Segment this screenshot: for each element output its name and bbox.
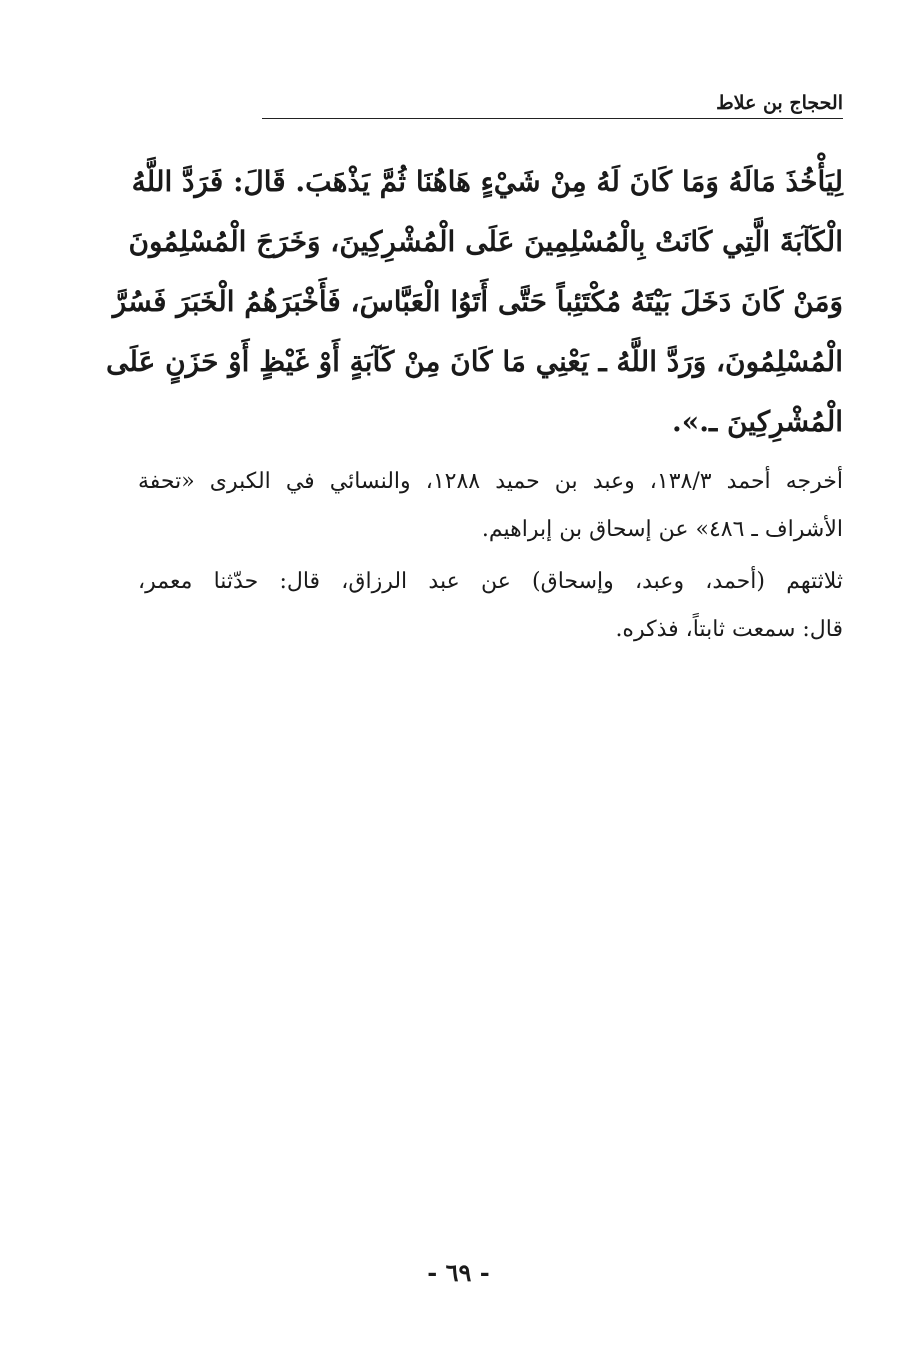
running-title: الحجاج بن علاط (716, 92, 843, 114)
footnote-line: قال: سمعت ثابتاً، فذكره. (615, 617, 843, 642)
page-number: - ٦٩ - (427, 1258, 490, 1287)
footnote-line: ثلاثتهم (أحمد، وعبد، وإسحاق) عن عبد الرزاق، قال: حدّثنا معمر، (138, 569, 843, 594)
main-text (106, 152, 843, 452)
main-text-line: وَمَنْ كَانَ دَخَلَ بَيْتَهُ مُكْتَئِباً حَتَّى أَتَوُا الْعَبَّاسَ، فَأَخْبَرَهُمُ الْخَبَرَ فَسُرَّ (112, 285, 843, 318)
footnote-paragraph (138, 558, 843, 654)
footnote-line: الأشراف ـ ٤٨٦» عن إسحاق بن إبراهيم. (481, 517, 843, 542)
footnotes (138, 458, 843, 658)
footnote-line: أخرجه أحمد ١٣٨/٣، وعبد بن حميد ١٢٨٨، والنسائي في الكبرى «تحفة (138, 469, 843, 494)
footnote-paragraph (138, 458, 843, 554)
main-text-line: لِيَأْخُذَ مَالَهُ وَمَا كَانَ لَهُ مِنْ شَيْءٍ هَاهُنَا ثُمَّ يَذْهَبَ. قَالَ: فَرَدَّ اللَّهُ (131, 165, 843, 198)
header-rule (262, 118, 843, 119)
main-text-line: الْكَآبَةَ الَّتِي كَانَتْ بِالْمُسْلِمِينَ عَلَى الْمُشْرِكِينَ، وَخَرَجَ الْمُسْلِمُونَ (128, 225, 843, 258)
running-header (140, 92, 843, 126)
main-text-line: الْمُسْلِمُونَ، وَرَدَّ اللَّهُ ـ يَعْنِي مَا كَانَ مِنْ كَآبَةٍ أَوْ غَيْظٍ أَوْ حَزَنٍ عَلَى (106, 345, 843, 378)
main-text-line: الْمُشْرِكِينَ ـ.». (672, 405, 843, 438)
